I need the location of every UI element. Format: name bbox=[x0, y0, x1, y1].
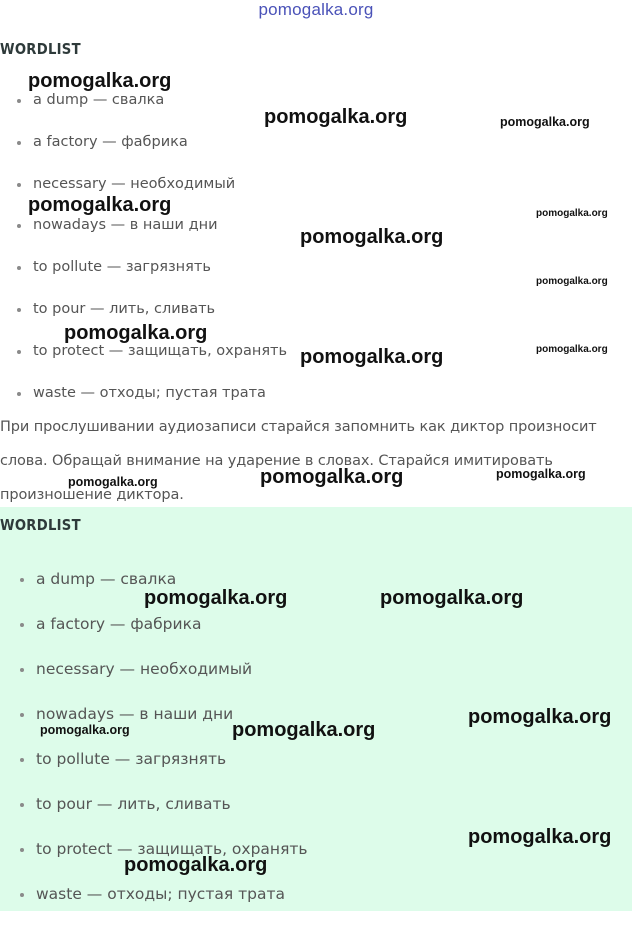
watermark: pomogalka.org bbox=[28, 70, 172, 92]
list-item: waste — отходы; пустая трата bbox=[15, 383, 287, 425]
watermark: pomogalka.org bbox=[300, 226, 444, 248]
wordlist-title: WORDLIST bbox=[0, 40, 81, 58]
list-item: necessary — необходимый bbox=[18, 658, 308, 703]
watermark: pomogalka.org bbox=[40, 723, 130, 737]
list-item: to pollute — загрязнять bbox=[15, 257, 287, 299]
instruction-paragraph bbox=[0, 410, 632, 512]
watermark: pomogalka.org bbox=[536, 208, 608, 219]
watermark: pomogalka.org bbox=[468, 706, 612, 728]
watermark: pomogalka.org bbox=[264, 106, 408, 128]
watermark: pomogalka.org bbox=[64, 322, 208, 344]
wordlist-title: WORDLIST bbox=[0, 516, 81, 534]
watermark: pomogalka.org bbox=[300, 346, 444, 368]
watermark: pomogalka.org bbox=[124, 854, 268, 876]
list-item: to pour — лить, сливать bbox=[18, 793, 308, 838]
wordlist bbox=[15, 90, 287, 424]
watermark: pomogalka.org bbox=[496, 467, 586, 481]
instruction-line: При прослушивании аудиозаписи старайся запомнить как диктор произносит bbox=[0, 419, 597, 435]
list-item: waste — отходы; пустая трата bbox=[18, 883, 308, 928]
watermark: pomogalka.org bbox=[536, 276, 608, 287]
list-item: to pollute — загрязнять bbox=[18, 748, 308, 793]
list-item: a dump — свалка bbox=[15, 90, 287, 132]
watermark: pomogalka.org bbox=[260, 466, 404, 488]
list-item: a dump — свалка bbox=[18, 568, 308, 613]
watermark: pomogalka.org bbox=[380, 587, 524, 609]
watermark: pomogalka.org bbox=[536, 344, 608, 355]
instruction-line: произношение диктора. bbox=[0, 487, 184, 503]
watermark: pomogalka.org bbox=[144, 587, 288, 609]
list-item: nowadays — в наши дни bbox=[18, 703, 308, 748]
watermark: pomogalka.org bbox=[68, 475, 158, 489]
watermark: pomogalka.org bbox=[28, 194, 172, 216]
watermark: pomogalka.org bbox=[232, 719, 376, 741]
list-item: a factory — фабрика bbox=[15, 132, 287, 174]
site-header-link[interactable]: pomogalka.org bbox=[258, 0, 374, 19]
list-item: necessary — необходимый bbox=[15, 174, 287, 216]
list-item: to protect — защищать, охранять bbox=[15, 341, 287, 383]
list-item: a factory — фабрика bbox=[18, 613, 308, 658]
list-item: to pour — лить, сливать bbox=[15, 299, 287, 341]
list-item: nowadays — в наши дни bbox=[15, 215, 287, 257]
watermark: pomogalka.org bbox=[500, 115, 590, 129]
instruction-line: слова. Обращай внимание на ударение в словах. Старайся имитировать bbox=[0, 453, 553, 469]
list-item: to protect — защищать, охранять bbox=[18, 838, 308, 883]
watermark: pomogalka.org bbox=[468, 826, 612, 848]
